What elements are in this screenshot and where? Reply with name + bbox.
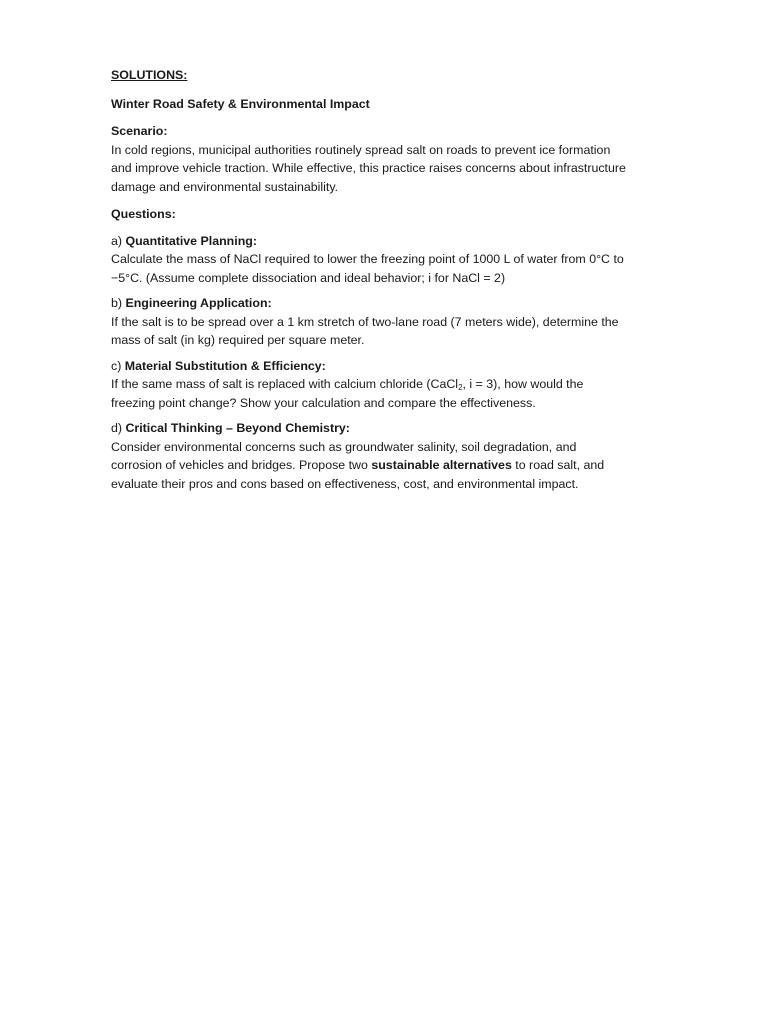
question-b-text: If the salt is to be spread over a 1 km stretch of two-lane road (7 meters wide), determine the mass of salt (in kg) required per square meter.: [111, 314, 619, 347]
question-d-text-part2: to road salt, and evaluate their pros and cons based on effectiveness, cost, and environmental impact.: [111, 458, 605, 491]
question-a-heading: [111, 232, 628, 251]
question-d-bold-text: sustainable alternatives: [371, 458, 512, 472]
scenario-label: Scenario:: [111, 124, 168, 138]
question-b-heading: [111, 294, 628, 313]
question-d-title: Critical Thinking – Beyond Chemistry:: [125, 421, 350, 435]
question-c-text-part2: , i = 3), how would the freezing point change? Show your calculation and compare the effectiveness.: [111, 377, 584, 410]
question-c-letter: c): [111, 358, 125, 373]
question-c-heading: [111, 357, 628, 376]
question-c-text-part1: If the same mass of salt is replaced with calcium chloride (CaCl: [111, 377, 459, 391]
question-a-title: Quantitative Planning:: [125, 233, 257, 248]
scenario-text: In cold regions, municipal authorities routinely spread salt on roads to prevent ice formation and improve vehicle traction. While effective, this practice raises concerns about infrastructure damage and environmental sustainability.: [111, 142, 626, 194]
question-a-text: Calculate the mass of NaCl required to lower the freezing point of 1000 L of water from 0°C to −5°C. (Assume complete dissociation and ideal behavior; i for NaCl = 2): [111, 252, 624, 285]
question-b-letter: b): [111, 296, 126, 310]
question-c-subscript: 2: [458, 383, 463, 392]
question-c-text: [111, 375, 628, 412]
question-b-title: Engineering Application:: [125, 296, 272, 310]
questions-label: Questions:: [111, 207, 176, 221]
document-title: Winter Road Safety & Environmental Impact: [111, 96, 370, 111]
question-d-text-part1: Consider environmental concerns such as groundwater salinity, soil degradation, and corrosion of vehicles and bridges. Propose two: [111, 439, 577, 472]
solutions-heading: SOLUTIONS:: [111, 68, 188, 82]
question-c-title: Material Substitution & Efficiency:: [124, 358, 326, 373]
question-a-letter: a): [111, 233, 126, 248]
question-d-text: [111, 438, 628, 494]
question-d-letter: d): [111, 421, 126, 435]
question-d-heading: [111, 419, 628, 438]
